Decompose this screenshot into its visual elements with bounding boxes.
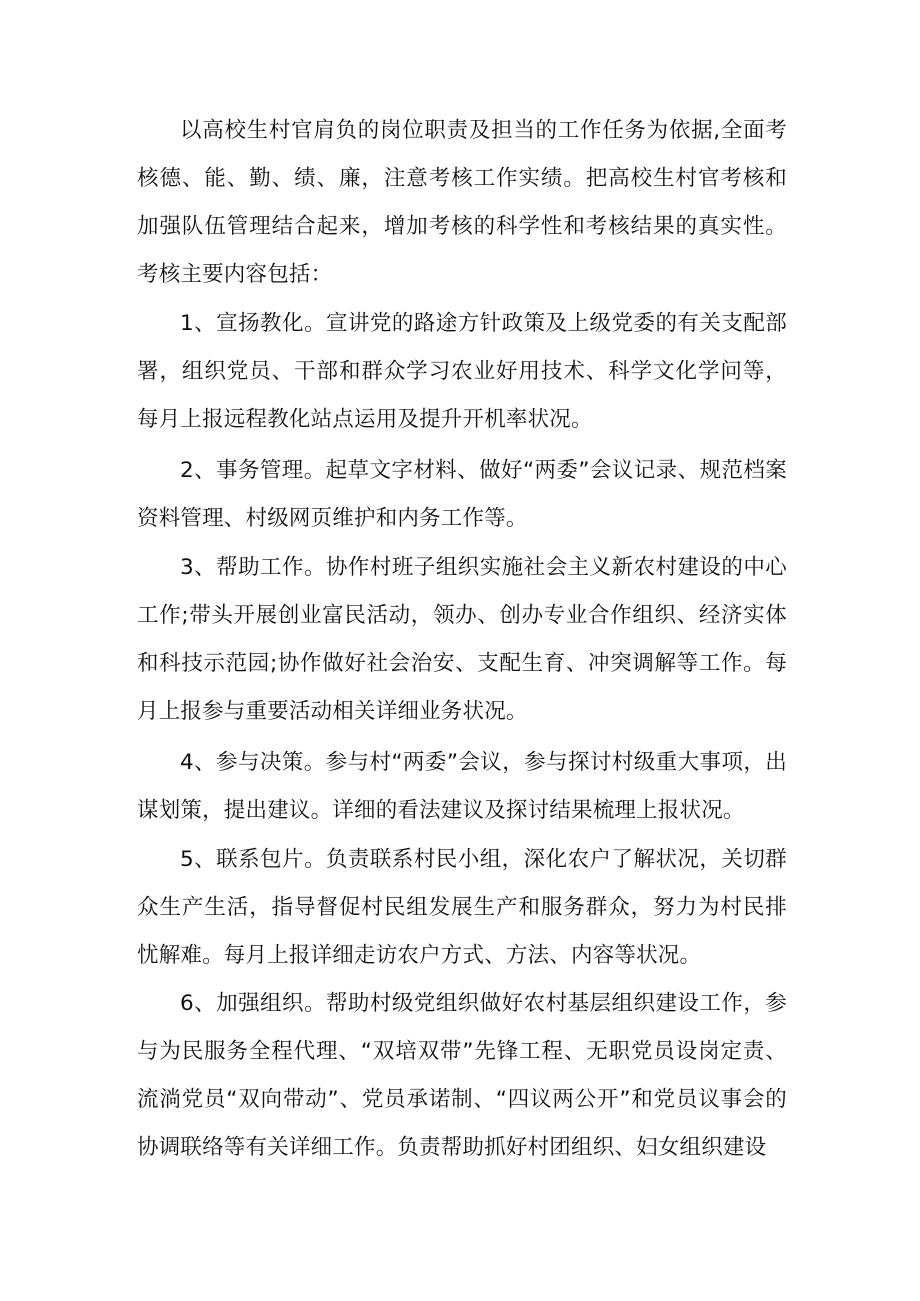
item-5-contact-areas: 5、联系包片。负责联系村民小组，深化农户了解状况，关切群众生产生活，指导督促村民组发展生产和服务群众，努力为村民排忧解难。每月上报详细走访农户方式、方法、内容等状况。 [137,847,787,968]
item-3-assist-work: 3、帮助工作。协作村班子组织实施社会主义新农村建设的中心工作;带头开展创业富民活动，领办、创办专业合作组织、经济实体和科技示范园;协作做好社会治安、支配生育、冲突调解等工作。每月上报参与重要活动相关详细业务状况。 [137,555,787,724]
item-4-participate-decisions: 4、参与决策。参与村“两委”会议，参与探讨村级重大事项，出谋划策，提出建议。详细的看法建议及探讨结果梳理上报状况。 [137,750,787,823]
item-6-strengthen-organization: 6、加强组织。帮助村级党组织做好农村基层组织建设工作，参与为民服务全程代理、“双培双带”先锋工程、无职党员设岗定责、流淌党员“双向带动”、党员承诺制、“四议两公开”和党员议事会的协调联络等有关详细工作。负责帮助抓好村团组织、妇女组织建设 [137,991,787,1160]
item-2-affairs-management: 2、事务管理。起草文字材料、做好“两委”会议记录、规范档案资料管理、村级网页维护和内务工作等。 [137,458,787,531]
intro-paragraph: 以高校生村官肩负的岗位职责及担当的工作任务为依据,全面考核德、能、勤、绩、廉，注意考核工作实绩。把高校生村官考核和加强队伍管理结合起来，增加考核的科学性和考核结果的真实性。考核主要内容包括： [137,118,787,287]
item-1-publicity-education: 1、宣扬教化。宣讲党的路途方针政策及上级党委的有关支配部署，组织党员、干部和群众学习农业好用技术、科学文化学问等，每月上报远程教化站点运用及提升开机率状况。 [137,311,787,432]
